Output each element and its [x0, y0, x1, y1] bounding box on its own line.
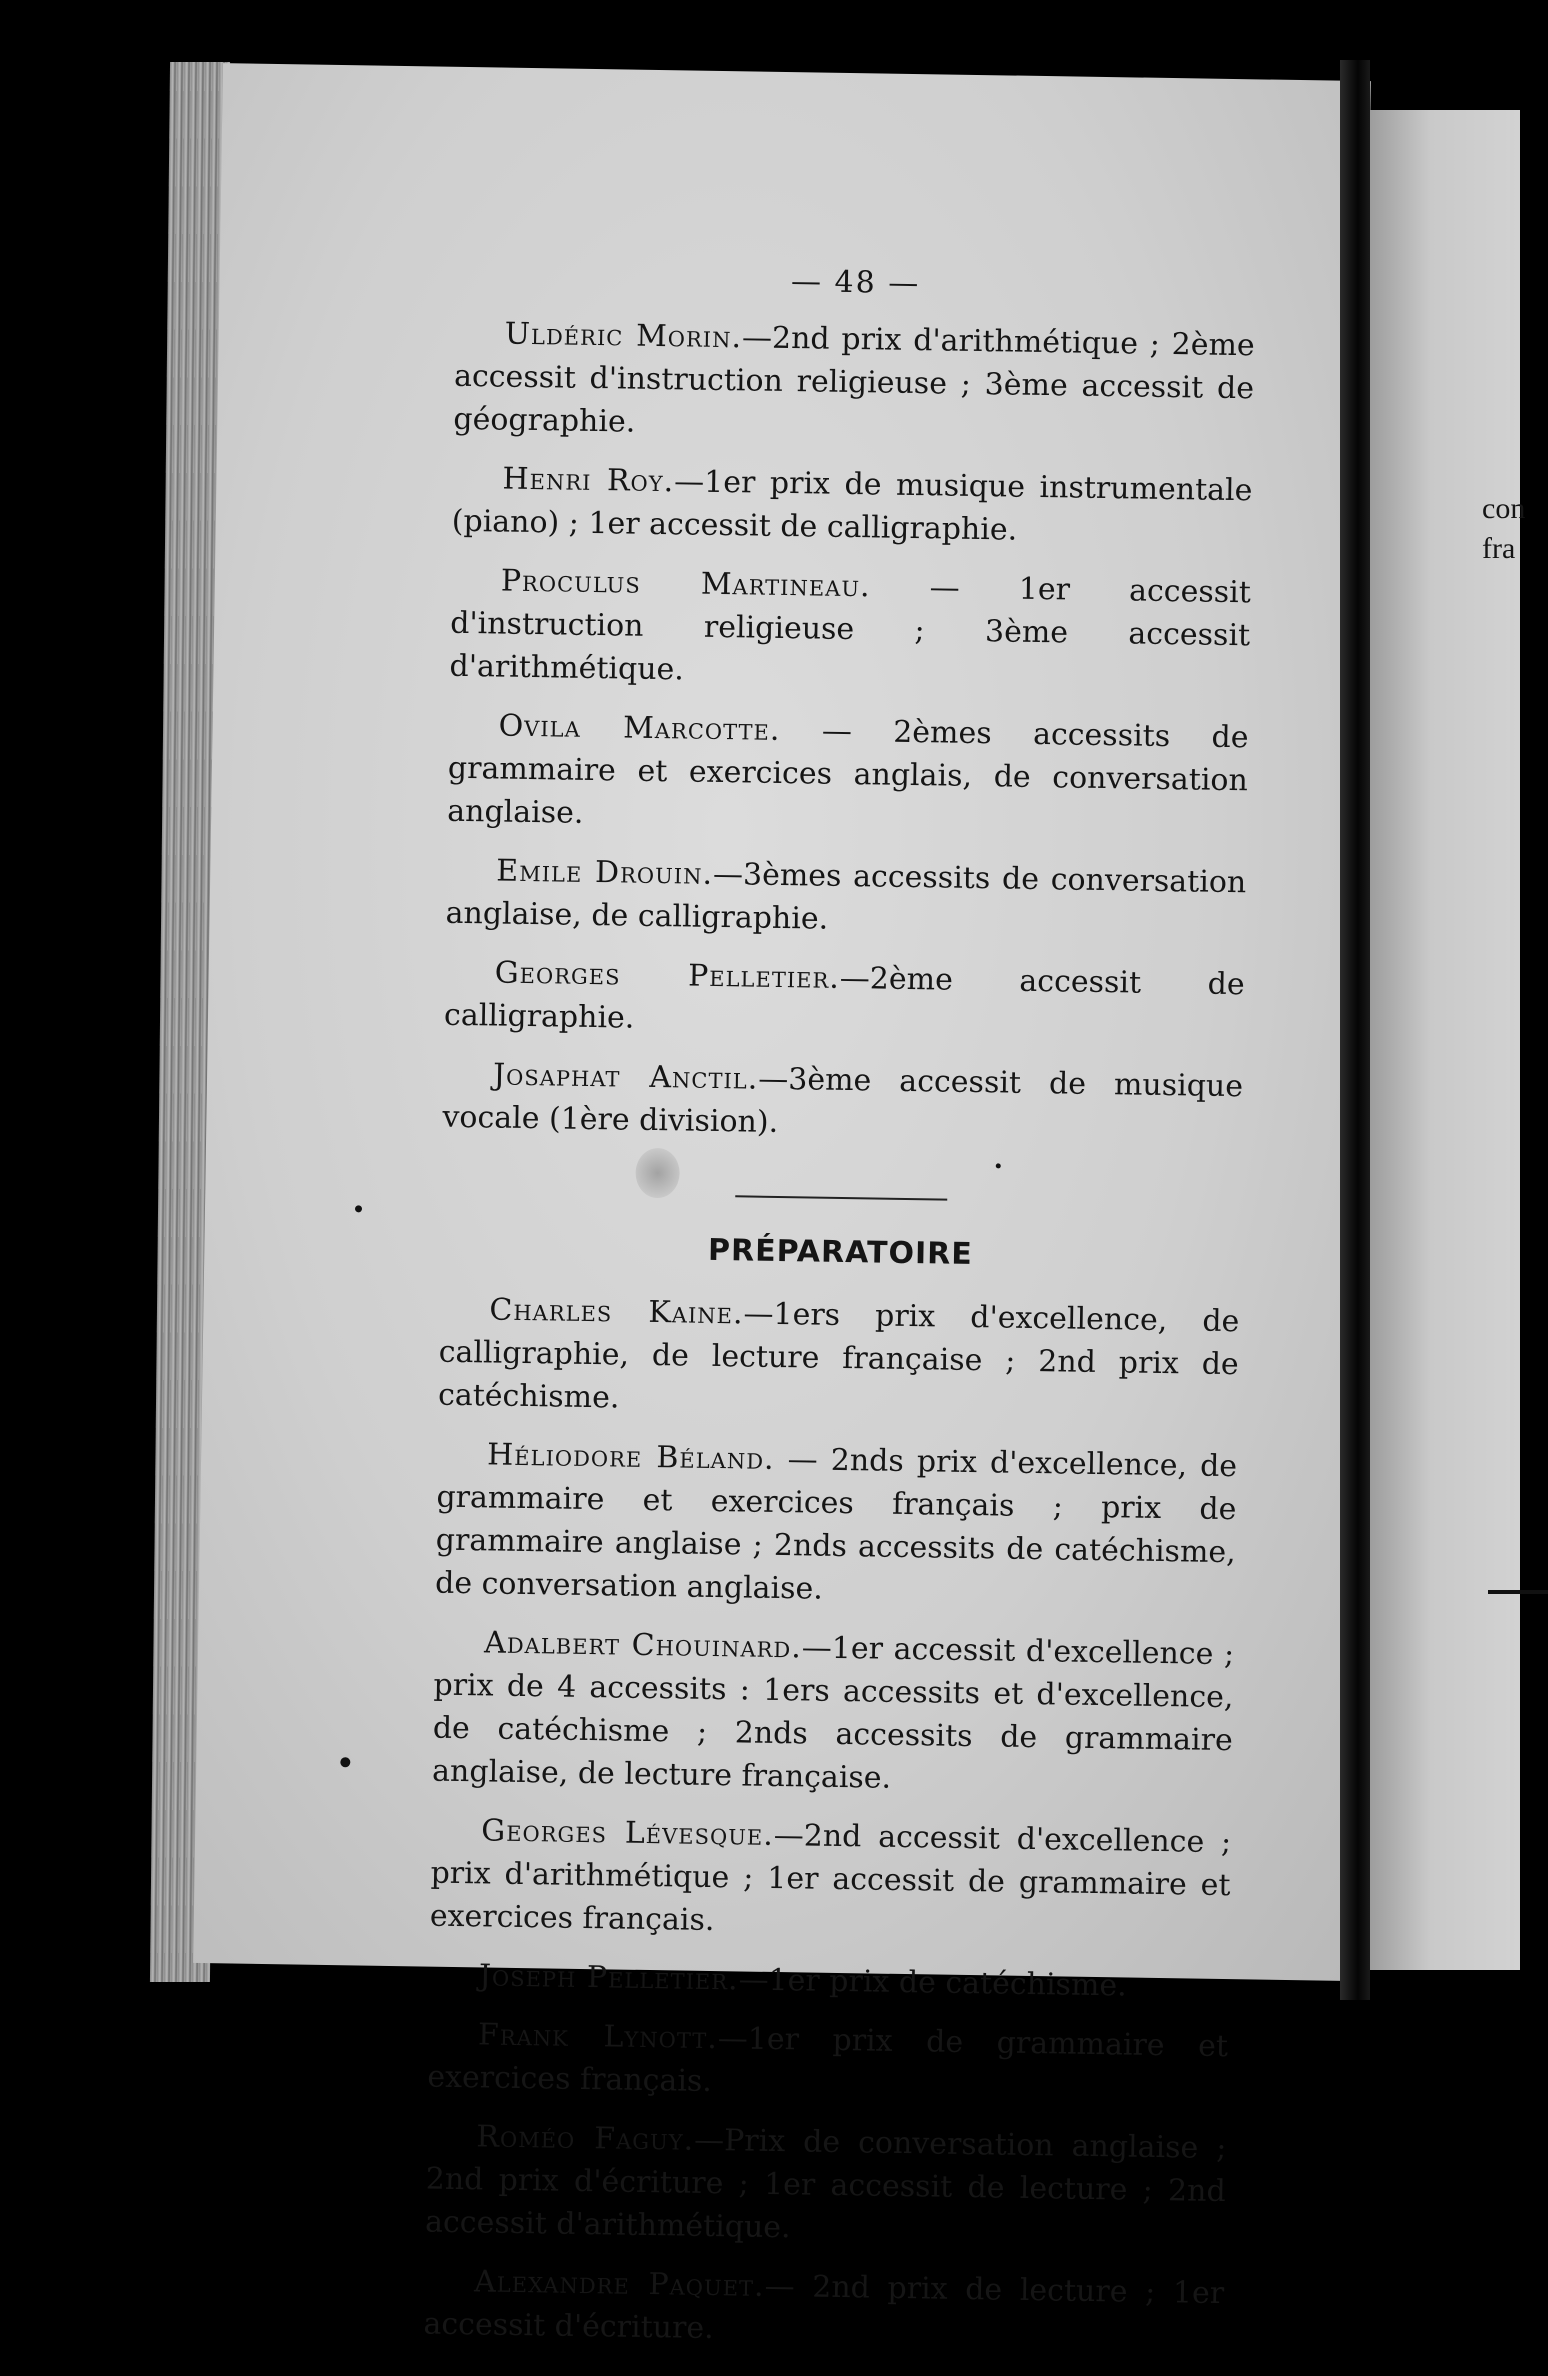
- award-entry: [423, 2260, 1224, 2359]
- student-name: Alexandre Paquet.: [473, 2264, 765, 2304]
- next-page-rule: [1488, 1590, 1548, 1594]
- award-entry: [447, 704, 1249, 846]
- award-entry: [451, 457, 1252, 556]
- award-entry: [427, 2013, 1228, 2112]
- page-text: [423, 255, 1256, 2374]
- student-name: Josaphat Anctil.: [492, 1057, 759, 1097]
- student-name: Georges Pelletier.: [494, 955, 841, 996]
- student-name: Charles Kaine.: [489, 1292, 744, 1332]
- student-name: Roméo Faguy.: [476, 2119, 695, 2158]
- award-entry: [445, 849, 1246, 948]
- speck: [340, 1757, 350, 1767]
- award-entry: [435, 1433, 1238, 1618]
- next-page-fragment: fra: [1482, 532, 1516, 565]
- next-page-edge: [1370, 110, 1526, 1970]
- award-entry: [432, 1621, 1235, 1806]
- award-text: —3èmes accessits de conversation anglaise, de calligraphie.: [445, 856, 1247, 937]
- award-entry: [429, 1954, 1230, 2010]
- award-text: —3ème accessit de musique vocale (1ère division).: [442, 1061, 1244, 1140]
- student-name: Emile Drouin.: [496, 853, 714, 892]
- award-entry: [453, 312, 1255, 454]
- student-name: Uldéric Morin.: [504, 316, 743, 356]
- award-entry: [425, 2115, 1227, 2257]
- book-gutter: [1340, 60, 1370, 2000]
- award-text: —1er prix de musique instrumentale (piano) ; 1er accessit de calligraphie.: [451, 464, 1253, 548]
- award-text: —1ers prix d'excellence, de calligraphie, de lecture française ; 2nd prix de catéchisme.: [437, 1296, 1240, 1416]
- award-text: —2nd accessit d'excellence ; prix d'arithmétique ; 1er accessit de grammaire et exercices français.: [429, 1817, 1232, 1939]
- award-text: — 2nd prix de lecture ; 1er accessit d'écriture.: [423, 2268, 1225, 2347]
- entries-upper: [442, 312, 1255, 1151]
- entries-preparatoire: [423, 1288, 1240, 2358]
- student-name: Adalbert Chouinard.: [483, 1625, 803, 1666]
- award-entry: [438, 1288, 1240, 1430]
- page-number: — 48 —: [790, 264, 921, 302]
- award-text: —2ème accessit de calligraphie.: [443, 960, 1245, 1036]
- section-divider: [735, 1195, 947, 1200]
- award-text: —2nd prix d'arithmétique ; 2ème accessit d'instruction religieuse ; 3ème accessit de géographie.: [453, 320, 1255, 440]
- award-entry: [449, 559, 1251, 701]
- student-name: Héliodore Béland.: [486, 1437, 775, 1477]
- student-name: Henri Roy.: [502, 461, 675, 500]
- award-text: —1er prix de catéchisme.: [738, 1962, 1127, 2004]
- next-page-fragment: con: [1482, 492, 1526, 525]
- book-page: [193, 63, 1371, 2347]
- award-text: —1er prix de grammaire et exercices français.: [427, 2021, 1229, 2100]
- award-entry: [444, 951, 1245, 1050]
- award-entry: [430, 1809, 1232, 1951]
- award-text: — 2nds prix d'excellence, de grammaire et exercices français ; prix de grammaire anglaise ; 2nds accessits de catéchisme, de conversation anglaise.: [434, 1441, 1238, 1607]
- student-name: Joseph Pelletier.: [478, 1958, 739, 1998]
- award-text: —1er accessit d'excellence ; prix de 4 accessits : 1ers accessits et d'excellence, de catéchisme ; 2nds accessits de grammaire anglaise, de lecture française.: [431, 1630, 1235, 1796]
- student-name: Frank Lynott.: [477, 2017, 719, 2057]
- student-name: Georges Lévesque.: [480, 1813, 775, 1853]
- section-heading: PRÉPARATOIRE: [707, 1232, 974, 1273]
- award-text: —Prix de conversation anglaise ; 2nd prix d'écriture ; 1er accessit de lecture ; 2nd accessit d'arithmétique.: [424, 2122, 1227, 2246]
- student-name: Ovila Marcotte.: [498, 708, 781, 748]
- award-text: — 2èmes accessits de grammaire et exercices anglais, de conversation anglaise.: [446, 712, 1249, 831]
- award-text: — 1er accessit d'instruction religieuse ; 3ème accessit d'arithmétique.: [449, 569, 1252, 688]
- award-entry: [442, 1053, 1243, 1152]
- student-name: Proculus Martineau.: [500, 563, 871, 605]
- speck: [355, 1205, 362, 1212]
